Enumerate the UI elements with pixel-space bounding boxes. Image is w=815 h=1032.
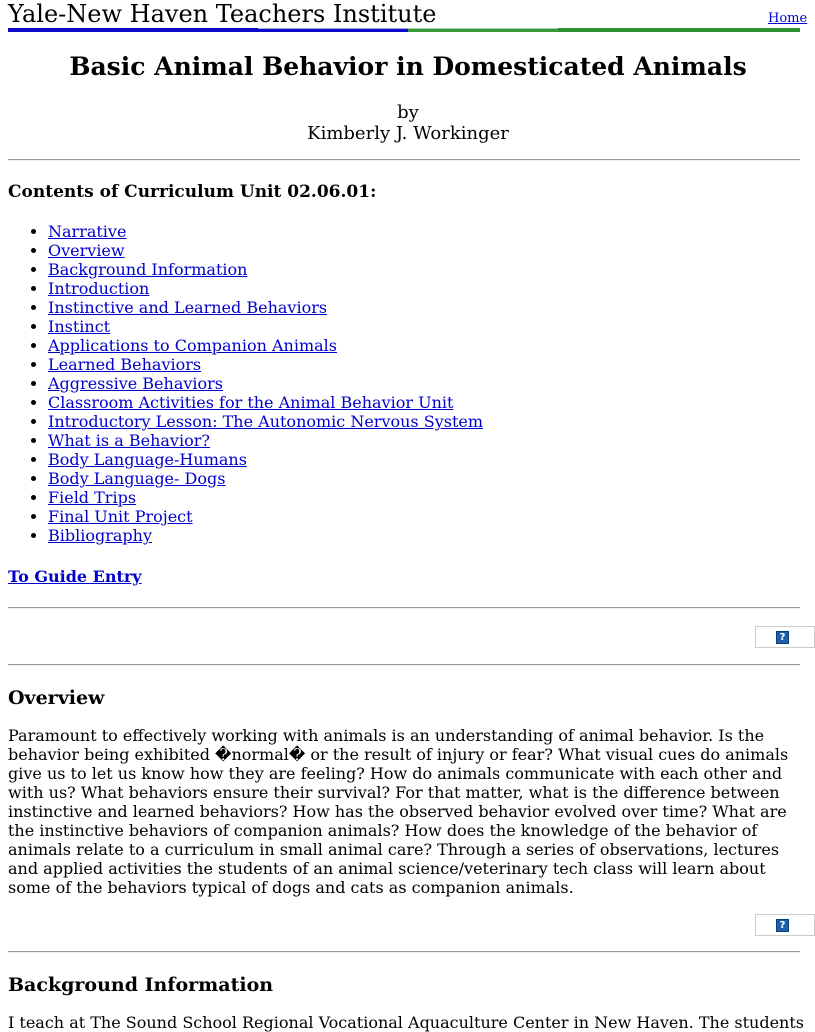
background-heading: Background Information (8, 974, 274, 996)
help-icon[interactable]: ? (776, 919, 789, 932)
toc-link-body-language-dogs[interactable]: Body Language- Dogs (48, 469, 226, 488)
toc-link-learned-behaviors[interactable]: Learned Behaviors (48, 355, 202, 374)
divider (8, 607, 800, 609)
list-item (48, 279, 483, 298)
help-icon[interactable]: ? (776, 631, 789, 644)
toc-link-applications[interactable]: Applications to Companion Animals (48, 336, 337, 355)
site-title: Yale-New Haven Teachers Institute (8, 0, 437, 28)
divider (8, 951, 800, 953)
overview-paragraph: Paramount to effectively working with animals is an understanding of animal behavior. Is the behavior being exhibited �normal� or the result of injury or fear? What visual cues do animals give us to let us know how they are feeling? How do animals communicate with each other and with us? What behaviors ensure their survival? For that matter, what is the difference between instinctive and learned behaviors? How has the observed behavior evolved over time? What are the instinctive behaviors of companion animals? How does the knowledge of the behavior of animals relate to a curriculum in small animal care? Through a series of observations, lectures and applied activities the students of an animal science/veterinary tech class will learn about some of the behaviors typical of dogs and cats as companion animals. (8, 726, 789, 897)
list-item (48, 488, 483, 507)
toc-link-field-trips[interactable]: Field Trips (48, 488, 137, 507)
divider (8, 664, 800, 666)
header-color-bar-green (558, 28, 800, 32)
list-item (48, 298, 483, 317)
by-label: by (397, 102, 419, 123)
list-item (48, 336, 483, 355)
toc-link-what-is-a-behavior[interactable]: What is a Behavior? (48, 431, 210, 450)
help-button[interactable] (755, 626, 815, 648)
toc-link-instinctive-and-learned[interactable]: Instinctive and Learned Behaviors (48, 298, 328, 317)
background-paragraph: I teach at The Sound School Regional Vocational Aquaculture Center in New Haven. The students (8, 1013, 804, 1032)
author-name: Kimberly J. Workinger (307, 123, 509, 144)
toc-link-final-unit-project[interactable]: Final Unit Project (48, 507, 193, 526)
list-item (48, 469, 483, 488)
contents-list (8, 222, 483, 545)
divider (8, 159, 800, 161)
toc-link-bibliography[interactable]: Bibliography (48, 526, 152, 545)
list-item (48, 222, 483, 241)
toc-link-body-language-humans[interactable]: Body Language-Humans (48, 450, 247, 469)
list-item (48, 412, 483, 431)
list-item (48, 393, 483, 412)
list-item (48, 526, 483, 545)
list-item (48, 431, 483, 450)
overview-heading: Overview (8, 687, 105, 709)
toc-link-aggressive-behaviors[interactable]: Aggressive Behaviors (48, 374, 224, 393)
contents-heading: Contents of Curriculum Unit 02.06.01: (8, 182, 377, 202)
toc-link-overview[interactable]: Overview (48, 241, 125, 260)
toc-link-introductory-lesson[interactable]: Introductory Lesson: The Autonomic Nervous System (48, 412, 484, 431)
toc-link-instinct[interactable]: Instinct (48, 317, 111, 336)
unit-title: Basic Animal Behavior in Domesticated Animals (69, 52, 747, 81)
list-item (48, 507, 483, 526)
list-item (48, 241, 483, 260)
home-link[interactable]: Home (768, 11, 808, 26)
header-color-bar-blue-light (258, 28, 408, 32)
list-item (48, 355, 483, 374)
list-item (48, 450, 483, 469)
header-color-bar-green-light (408, 28, 558, 32)
header-color-bar-blue (8, 28, 258, 32)
list-item (48, 317, 483, 336)
list-item (48, 260, 483, 279)
toc-link-background-information[interactable]: Background Information (48, 260, 248, 279)
toc-link-classroom-activities[interactable]: Classroom Activities for the Animal Behavior Unit (48, 393, 454, 412)
toc-link-narrative[interactable]: Narrative (48, 222, 127, 241)
guide-entry-link[interactable]: To Guide Entry (8, 567, 142, 586)
list-item (48, 374, 483, 393)
toc-link-introduction[interactable]: Introduction (48, 279, 150, 298)
help-button[interactable] (755, 914, 815, 936)
